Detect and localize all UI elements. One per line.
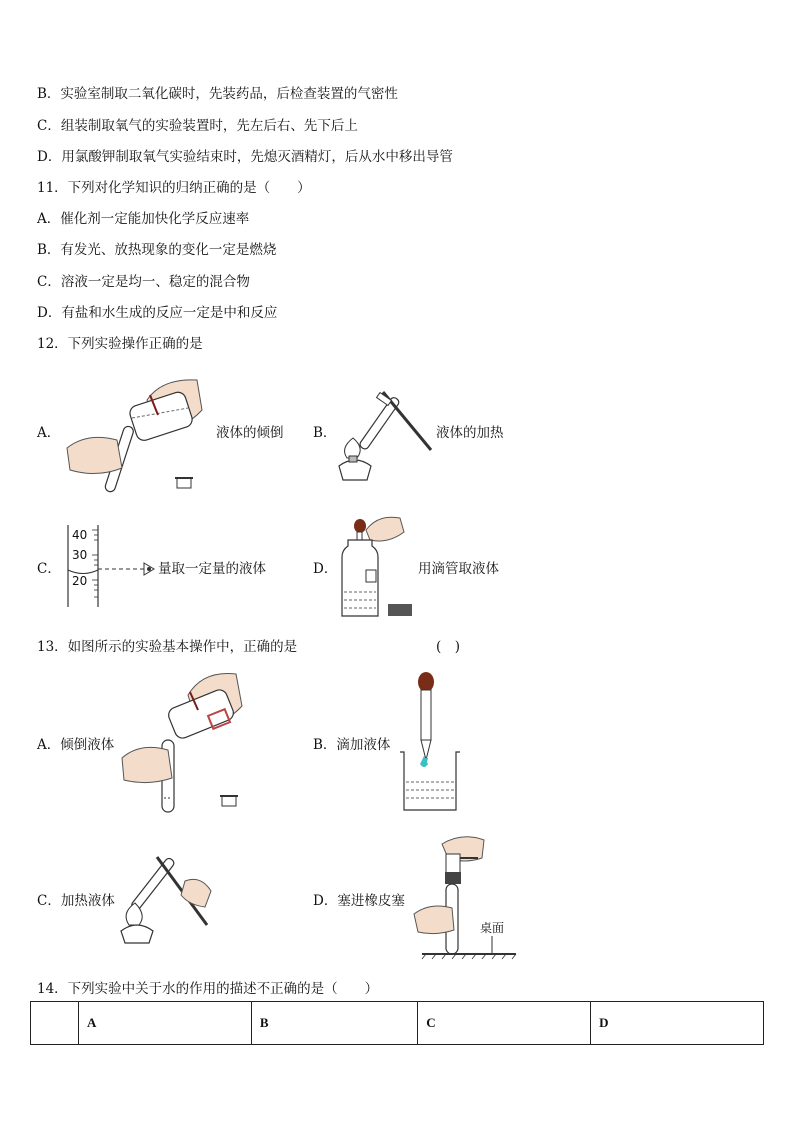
q14-stem: 14．下列实验中关于水的作用的描述不正确的是（ ）	[37, 981, 379, 997]
q13-a-pouring-illustration	[118, 670, 248, 815]
q13-d-table-label: 桌面	[480, 921, 505, 935]
q12-d-caption: 用滴管取液体	[418, 561, 499, 577]
q11-option-d: D．有盐和水生成的反应一定是中和反应	[37, 305, 278, 321]
q11-option-c: C．溶液一定是均一、稳定的混合物	[37, 274, 250, 290]
q12-c-tick-20: 20	[72, 574, 88, 588]
q14-header-d: D	[591, 1002, 764, 1045]
q14-header-blank	[31, 1002, 79, 1045]
q12-b-heating-illustration	[335, 388, 435, 483]
q10-option-b: B．实验室制取二氧化碳时，先装药品，后检查装置的气密性	[37, 86, 398, 102]
q12-a-label: A．	[37, 425, 61, 441]
q13-c-heating-illustration	[115, 853, 215, 943]
q13-b-label: B．滴加液体	[313, 737, 391, 753]
q14-table	[30, 1001, 764, 1045]
q13-a-label: A．倾倒液体	[37, 737, 115, 753]
q13-d-label: D．塞进橡皮塞	[313, 893, 405, 909]
q11-stem: 11．下列对化学知识的归纳正确的是（ ）	[37, 180, 311, 196]
q13-answer-bracket: ( )	[436, 639, 461, 655]
q14-header-b: B	[251, 1002, 417, 1045]
q12-c-tick-40: 40	[72, 528, 88, 542]
q12-d-label: D．	[313, 561, 338, 577]
q14-header-c: C	[418, 1002, 591, 1045]
table-row	[31, 1002, 764, 1045]
q12-c-caption: 量取一定量的液体	[158, 561, 266, 577]
q12-a-pouring-illustration	[62, 370, 212, 495]
q11-option-a: A．催化剂一定能加快化学反应速率	[37, 211, 250, 227]
q10-option-d: D．用氯酸钾制取氧气实验结束时，先熄灭酒精灯，后从水中移出导管	[37, 149, 453, 165]
q11-option-b: B．有发光、放热现象的变化一定是燃烧	[37, 242, 277, 258]
q12-b-caption: 液体的加热	[436, 425, 504, 441]
q13-stem: 13．如图所示的实验基本操作中，正确的是	[37, 639, 298, 655]
q12-c-tick-30: 30	[72, 548, 88, 562]
q12-c-label: C．	[37, 561, 61, 577]
q12-stem: 12．下列实验操作正确的是	[37, 336, 203, 352]
q12-b-label: B．	[313, 425, 337, 441]
q12-a-caption: 液体的倾倒	[216, 425, 284, 441]
q10-option-c: C．组装制取氧气的实验装置时，先左后右、先下后上	[37, 118, 358, 134]
q13-c-label: C．加热液体	[37, 893, 115, 909]
q14-header-a: A	[79, 1002, 252, 1045]
q13-b-dropper-illustration	[398, 670, 460, 815]
q13-d-stopper-illustration	[412, 832, 522, 960]
q12-d-dropper-illustration	[338, 512, 416, 620]
